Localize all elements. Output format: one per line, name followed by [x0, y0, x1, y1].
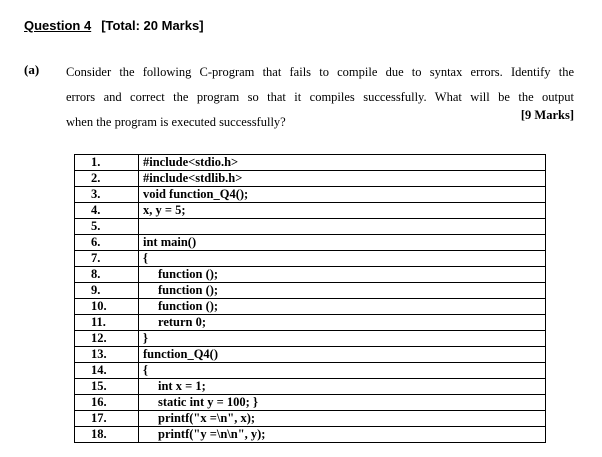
code-row	[75, 267, 546, 283]
question-text	[66, 60, 574, 135]
line-number: 11.	[75, 315, 139, 331]
line-number: 13.	[75, 347, 139, 363]
code-row	[75, 203, 546, 219]
line-number: 10.	[75, 299, 139, 315]
line-number: 12.	[75, 331, 139, 347]
line-number: 15.	[75, 379, 139, 395]
question-number: Question 4	[24, 18, 92, 33]
code-row	[75, 315, 546, 331]
part-marks: [9 Marks]	[520, 108, 574, 122]
line-number: 16.	[75, 395, 139, 411]
question-header	[24, 18, 204, 33]
code-row	[75, 411, 546, 427]
code-text: function ();	[139, 267, 546, 283]
line-number: 8.	[75, 267, 139, 283]
question-total-marks: [Total: 20 Marks]	[101, 18, 204, 33]
code-row	[75, 331, 546, 347]
code-text: printf("x =\n", x);	[139, 411, 546, 427]
line-number: 1.	[75, 155, 139, 171]
code-row	[75, 155, 546, 171]
code-text: int main()	[139, 235, 546, 251]
line-number: 18.	[75, 427, 139, 443]
line-number: 6.	[75, 235, 139, 251]
code-row	[75, 363, 546, 379]
line-number: 5.	[75, 219, 139, 235]
code-text: #include<stdlib.h>	[139, 171, 546, 187]
code-row	[75, 187, 546, 203]
code-row	[75, 379, 546, 395]
line-number: 17.	[75, 411, 139, 427]
code-row	[75, 235, 546, 251]
code-text: x, y = 5;	[139, 203, 546, 219]
part-label: (a)	[24, 62, 40, 77]
line-number: 2.	[75, 171, 139, 187]
code-text	[139, 219, 546, 235]
code-row	[75, 251, 546, 267]
line-number: 9.	[75, 283, 139, 299]
code-text: }	[139, 331, 546, 347]
line-number: 3.	[75, 187, 139, 203]
code-row	[75, 299, 546, 315]
code-text: return 0;	[139, 315, 546, 331]
code-text: function ();	[139, 299, 546, 315]
code-listing-table	[74, 154, 546, 443]
code-row	[75, 427, 546, 443]
code-text: function_Q4()	[139, 347, 546, 363]
code-text: {	[139, 363, 546, 379]
code-text: printf("y =\n\n", y);	[139, 427, 546, 443]
code-row	[75, 171, 546, 187]
code-row	[75, 283, 546, 299]
question-text-line: errors and correct the program so that it compiles successfully. What will be the output	[66, 90, 574, 104]
code-row	[75, 219, 546, 235]
code-text: #include<stdio.h>	[139, 155, 546, 171]
line-number: 4.	[75, 203, 139, 219]
question-text-line: when the program is executed successfully?	[66, 115, 286, 129]
line-number: 14.	[75, 363, 139, 379]
line-number: 7.	[75, 251, 139, 267]
code-text: static int y = 100; }	[139, 395, 546, 411]
code-row	[75, 347, 546, 363]
code-text: int x = 1;	[139, 379, 546, 395]
code-text: void function_Q4();	[139, 187, 546, 203]
question-text-line: Consider the following C-program that fails to compile due to syntax errors. Identify the	[66, 65, 574, 79]
code-row	[75, 395, 546, 411]
code-text: {	[139, 251, 546, 267]
code-text: function ();	[139, 283, 546, 299]
